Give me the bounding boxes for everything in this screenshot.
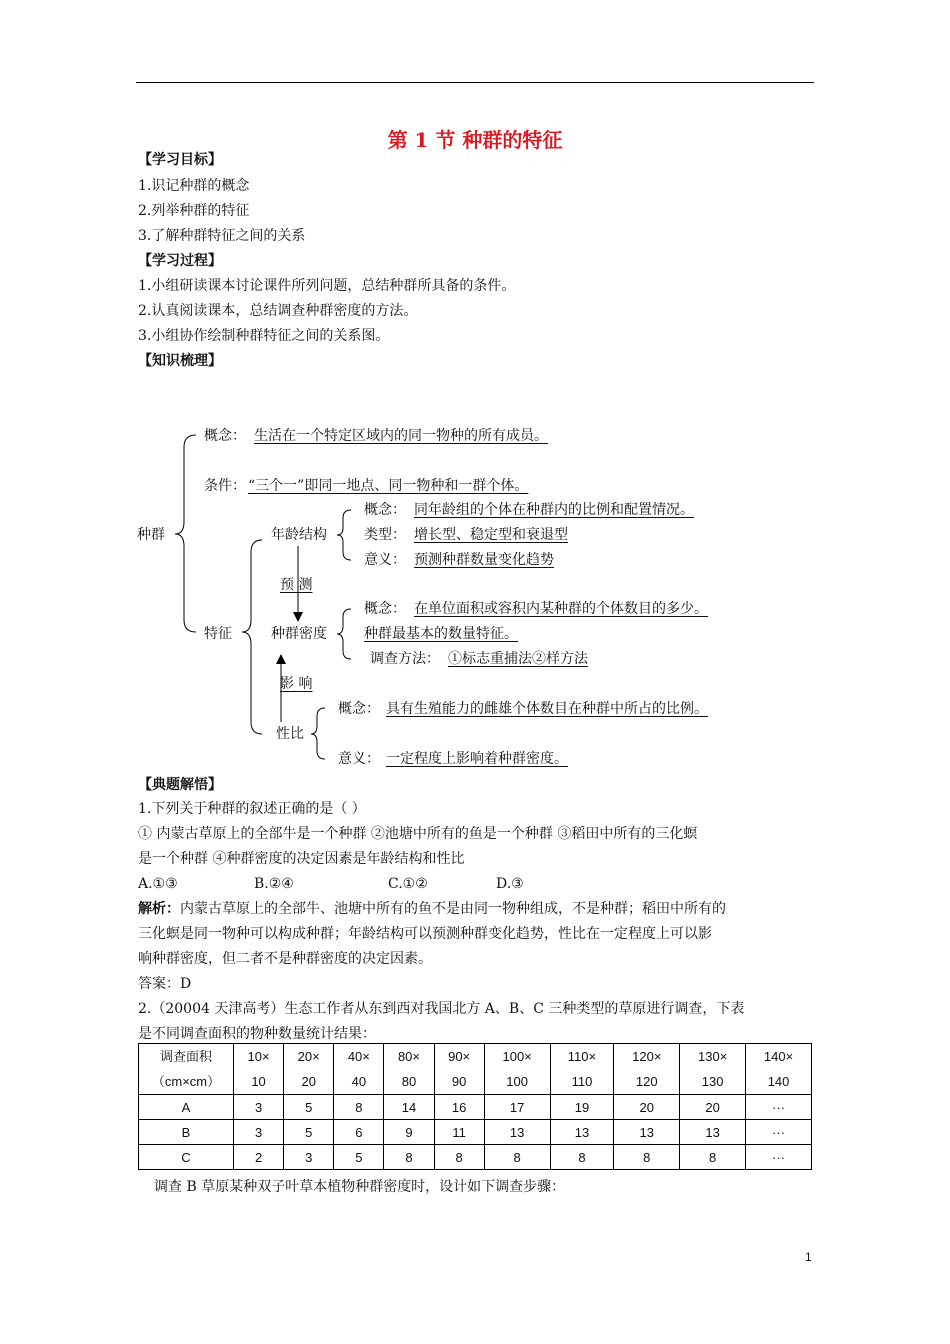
analysis-text: 内蒙古草原上的全部牛、池塘中所有的鱼不是由同一物种组成，不是种群；稻田中所有的 bbox=[180, 901, 726, 917]
table-cell: ··· bbox=[746, 1145, 812, 1170]
table-cell: 13 bbox=[550, 1120, 614, 1145]
age-concept-label: 概念： bbox=[364, 502, 406, 518]
process-item: 3.小组协作绘制种群特征之间的关系图。 bbox=[138, 328, 390, 344]
density-concept-text: 在单位面积或容积内某种群的个体数目的多少。 bbox=[414, 601, 708, 617]
age-type-label: 类型： bbox=[364, 527, 406, 543]
influence-label: 影 响 bbox=[280, 676, 313, 692]
sex-meaning-text: 一定程度上影响着种群密度。 bbox=[386, 751, 568, 767]
analysis-text: 三化螟是同一物种可以构成种群；年龄结构可以预测种群变化趋势，性比在一定程度上可以影 bbox=[138, 926, 712, 942]
table-header-row bbox=[139, 1044, 812, 1095]
option-d: D.③ bbox=[496, 876, 524, 892]
answer: 答案：D bbox=[138, 976, 192, 992]
goal-item: 1.识记种群的概念 bbox=[138, 178, 250, 194]
table-cell: 14 bbox=[384, 1095, 434, 1120]
table-cell: 13 bbox=[614, 1120, 680, 1145]
table-cell: 5 bbox=[284, 1095, 334, 1120]
table-cell: 19 bbox=[550, 1095, 614, 1120]
analysis-text: 响种群密度，但二者不是种群密度的决定因素。 bbox=[138, 951, 432, 967]
page-number: 1 bbox=[805, 1250, 812, 1264]
table-cell: 6 bbox=[334, 1120, 384, 1145]
option-a: A.①③ bbox=[138, 876, 178, 892]
table-cell: 3 bbox=[284, 1145, 334, 1170]
page-title: 第 1 节 种群的特征 bbox=[387, 128, 563, 152]
table-cell: 3 bbox=[234, 1120, 284, 1145]
density-method-text: ①标志重捕法②样方法 bbox=[448, 651, 588, 667]
analysis-label: 解析： bbox=[138, 901, 180, 917]
sex-concept-label: 概念： bbox=[338, 701, 380, 717]
table-header-cell: 20× 20 bbox=[284, 1044, 334, 1095]
process-item: 2.认真阅读课本，总结调查种群密度的方法。 bbox=[138, 303, 418, 319]
density-method-label: 调查方法： bbox=[370, 651, 440, 667]
examples-heading: 【典题解悟】 bbox=[138, 777, 222, 793]
table-cell: 20 bbox=[680, 1095, 746, 1120]
root-brace bbox=[175, 435, 196, 632]
question2-stem: 是不同调查面积的物种数量统计结果： bbox=[138, 1026, 376, 1042]
table-header-cell: 130× 130 bbox=[680, 1044, 746, 1095]
table-cell: 20 bbox=[614, 1095, 680, 1120]
sex-brace bbox=[311, 708, 325, 759]
option-b: B.②④ bbox=[254, 876, 294, 892]
process-item: 1.小组研读课本讨论课件所列问题，总结种群所具备的条件。 bbox=[138, 278, 516, 294]
sex-ratio-node: 性比 bbox=[276, 726, 304, 742]
predict-label: 预 测 bbox=[280, 577, 313, 593]
table-cell: B bbox=[139, 1120, 234, 1145]
map-root: 种群 bbox=[137, 527, 165, 543]
feature-brace bbox=[242, 540, 262, 734]
table-cell: ··· bbox=[746, 1120, 812, 1145]
density-concept-label: 概念： bbox=[364, 601, 406, 617]
goal-item: 2.列举种群的特征 bbox=[138, 203, 250, 219]
table-row bbox=[139, 1145, 812, 1170]
survey-table bbox=[138, 1043, 812, 1170]
table-header-cell: 40× 40 bbox=[334, 1044, 384, 1095]
question1-line: ① 内蒙古草原上的全部牛是一个种群 ②池塘中所有的鱼是一个种群 ③稻田中所有的三化螟 bbox=[138, 826, 698, 842]
table-cell: 8 bbox=[334, 1095, 384, 1120]
table-cell: ··· bbox=[746, 1095, 812, 1120]
influence-arrowhead bbox=[276, 654, 286, 664]
question1-line: 是一个种群 ④种群密度的决定因素是年龄结构和性比 bbox=[138, 851, 465, 867]
option-c: C.①② bbox=[388, 876, 428, 892]
sex-meaning-label: 意义： bbox=[338, 751, 380, 767]
table-header-cell: 140× 140 bbox=[746, 1044, 812, 1095]
density-node: 种群密度 bbox=[271, 626, 327, 642]
density-brace bbox=[337, 609, 351, 659]
age-meaning-label: 意义： bbox=[364, 552, 406, 568]
table-cell: 5 bbox=[284, 1120, 334, 1145]
table-cell: 8 bbox=[484, 1145, 550, 1170]
density-concept-text-2: 种群最基本的数量特征。 bbox=[364, 626, 518, 642]
table-header-cell: 110× 110 bbox=[550, 1044, 614, 1095]
process-heading: 【学习过程】 bbox=[138, 253, 222, 269]
table-cell: 3 bbox=[234, 1095, 284, 1120]
sex-concept-text: 具有生殖能力的雌雄个体数目在种群中所占的比例。 bbox=[386, 701, 708, 717]
table-header-cell: 120× 120 bbox=[614, 1044, 680, 1095]
question1-stem: 1.下列关于种群的叙述正确的是（ ） bbox=[138, 801, 366, 817]
age-structure-node: 年龄结构 bbox=[271, 527, 327, 543]
table-cell: A bbox=[139, 1095, 234, 1120]
table-cell: 8 bbox=[680, 1145, 746, 1170]
table-header-cell: 90× 90 bbox=[434, 1044, 484, 1095]
table-cell: 9 bbox=[384, 1120, 434, 1145]
table-header-cell: 调查面积 （cm×cm） bbox=[139, 1044, 234, 1095]
concept-label: 概念： bbox=[204, 428, 246, 444]
age-brace bbox=[337, 510, 351, 560]
concept-text: 生活在一个特定区域内的同一物种的所有成员。 bbox=[254, 428, 548, 444]
question2-after: 调查 B 草原某种双子叶草本植物种群密度时，设计如下调查步骤： bbox=[154, 1179, 566, 1195]
age-type-text: 增长型、稳定型和衰退型 bbox=[414, 527, 568, 543]
table-cell: 16 bbox=[434, 1095, 484, 1120]
table-header-cell: 80× 80 bbox=[384, 1044, 434, 1095]
table-header-cell: 100× 100 bbox=[484, 1044, 550, 1095]
goals-heading: 【学习目标】 bbox=[138, 152, 222, 168]
condition-text: “三个一”即同一地点、同一物种和一群个体。 bbox=[248, 478, 529, 494]
table-cell: 8 bbox=[614, 1145, 680, 1170]
table-cell: 8 bbox=[384, 1145, 434, 1170]
table-cell: C bbox=[139, 1145, 234, 1170]
analysis-line bbox=[138, 900, 726, 918]
feature-node: 特征 bbox=[204, 626, 232, 642]
age-concept-text: 同年龄组的个体在种群内的比例和配置情况。 bbox=[414, 502, 694, 518]
table-cell: 13 bbox=[484, 1120, 550, 1145]
table-cell: 13 bbox=[680, 1120, 746, 1145]
goal-item: 3.了解种群特征之间的关系 bbox=[138, 228, 306, 244]
table-cell: 5 bbox=[334, 1145, 384, 1170]
table-cell: 11 bbox=[434, 1120, 484, 1145]
table-cell: 17 bbox=[484, 1095, 550, 1120]
table-cell: 8 bbox=[434, 1145, 484, 1170]
condition-label: 条件： bbox=[204, 478, 246, 494]
age-meaning-text: 预测种群数量变化趋势 bbox=[414, 552, 554, 568]
table-cell: 2 bbox=[234, 1145, 284, 1170]
table-row bbox=[139, 1120, 812, 1145]
table-header-cell: 10× 10 bbox=[234, 1044, 284, 1095]
table-row bbox=[139, 1095, 812, 1120]
question2-stem: 2.（20004 天津高考）生态工作者从东到西对我国北方 A、B、C 三种类型的草原进行调查，下表 bbox=[138, 1001, 745, 1017]
predict-arrowhead bbox=[293, 612, 303, 622]
table-cell: 8 bbox=[550, 1145, 614, 1170]
knowledge-heading: 【知识梳理】 bbox=[138, 353, 222, 369]
